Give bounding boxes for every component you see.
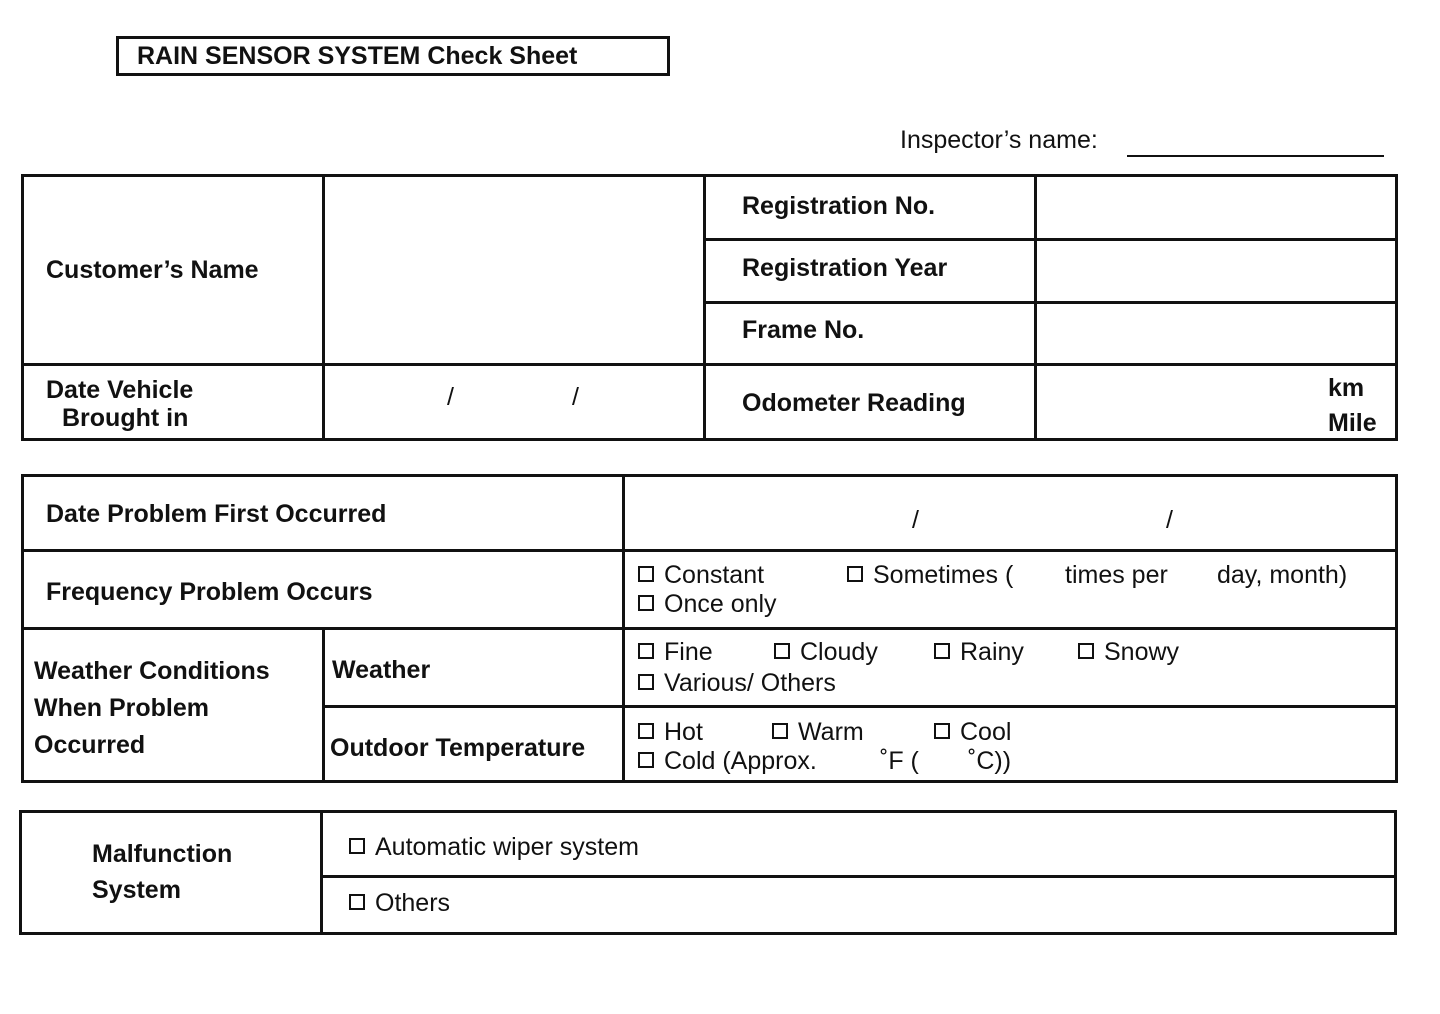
- checkbox[interactable]: [638, 643, 654, 659]
- weather-option-rainy[interactable]: Rainy: [934, 638, 1024, 667]
- registration-no-label: Registration No.: [742, 192, 936, 220]
- date-separator: /: [912, 506, 919, 534]
- date-separator: /: [572, 383, 579, 411]
- checkbox[interactable]: [349, 838, 365, 854]
- checkbox[interactable]: [847, 566, 863, 582]
- day-month-text: day, month): [1217, 561, 1348, 589]
- frequency-option-sometimes[interactable]: Sometimes (: [847, 561, 1013, 590]
- customer-name-field[interactable]: [325, 177, 703, 363]
- problem-info-table: [21, 474, 1398, 783]
- temperature-option-hot[interactable]: Hot: [638, 718, 703, 747]
- checkbox[interactable]: [774, 643, 790, 659]
- checkbox[interactable]: [349, 894, 365, 910]
- registration-no-field[interactable]: [1037, 177, 1395, 238]
- weather-option-snowy[interactable]: Snowy: [1078, 638, 1179, 667]
- weather-option-cloudy[interactable]: Cloudy: [774, 638, 878, 667]
- frequency-option-once-only[interactable]: Once only: [638, 590, 777, 619]
- checkbox[interactable]: [638, 595, 654, 611]
- degree-f-text: ˚F (: [880, 747, 919, 775]
- temperature-option-cold[interactable]: Cold (Approx.: [638, 747, 817, 776]
- customer-name-label: Customer’s Name: [46, 256, 259, 284]
- frequency-label: Frequency Problem Occurs: [46, 578, 373, 606]
- outdoor-temperature-label: Outdoor Temperature: [330, 734, 586, 762]
- registration-year-field[interactable]: [1037, 241, 1395, 301]
- unit-km: km: [1328, 374, 1365, 402]
- weather-option-fine[interactable]: Fine: [638, 638, 713, 667]
- temperature-option-warm[interactable]: Warm: [772, 718, 864, 747]
- odometer-label: Odometer Reading: [742, 389, 966, 417]
- registration-year-label: Registration Year: [742, 254, 948, 282]
- date-brought-in-field[interactable]: [325, 366, 703, 438]
- malfunction-system-table: [19, 810, 1397, 935]
- checkbox[interactable]: [638, 674, 654, 690]
- checkbox[interactable]: [772, 723, 788, 739]
- inspector-label: Inspector’s name:: [900, 126, 1098, 154]
- checkbox[interactable]: [1078, 643, 1094, 659]
- weather-label: Weather: [332, 656, 431, 684]
- weather-option-various-others[interactable]: Various/ Others: [638, 669, 836, 698]
- frequency-option-constant[interactable]: Constant: [638, 561, 764, 590]
- date-first-occurred-field[interactable]: [625, 477, 1395, 549]
- weather-conditions-label: Weather Conditions When Problem Occurred: [34, 657, 270, 759]
- date-separator: /: [447, 383, 454, 411]
- temperature-option-cool[interactable]: Cool: [934, 718, 1011, 747]
- malfunction-system-label: Malfunction System: [92, 840, 233, 904]
- checkbox[interactable]: [638, 566, 654, 582]
- frame-no-field[interactable]: [1037, 304, 1395, 363]
- checkbox[interactable]: [934, 643, 950, 659]
- date-first-occurred-label: Date Problem First Occurred: [46, 500, 387, 528]
- malfunction-option-automatic-wiper[interactable]: Automatic wiper system: [349, 833, 639, 862]
- date-brought-in-label: Date Vehicle Brought in: [46, 376, 194, 432]
- checkbox[interactable]: [638, 723, 654, 739]
- page-title: RAIN SENSOR SYSTEM Check Sheet: [116, 36, 670, 76]
- inspector-name-field[interactable]: [1127, 155, 1384, 157]
- frame-no-label: Frame No.: [742, 316, 865, 344]
- checkbox[interactable]: [638, 752, 654, 768]
- date-separator: /: [1166, 506, 1173, 534]
- malfunction-option-others[interactable]: Others: [349, 889, 450, 918]
- vehicle-info-table: [21, 174, 1398, 441]
- degree-c-text: ˚C)): [968, 747, 1012, 775]
- odometer-field[interactable]: [1037, 366, 1327, 438]
- checkbox[interactable]: [934, 723, 950, 739]
- times-per-text: times per: [1065, 561, 1168, 589]
- unit-mile: Mile: [1328, 409, 1377, 437]
